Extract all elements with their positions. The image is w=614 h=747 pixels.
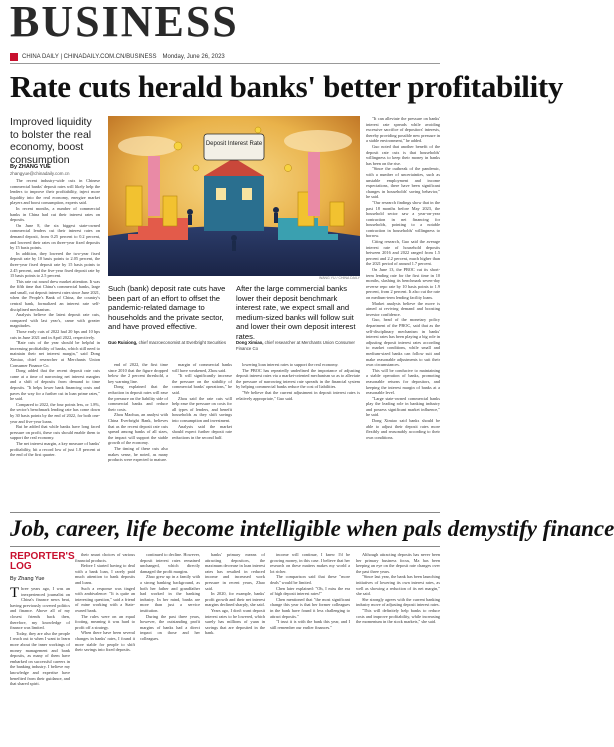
paragraph: Zhou Maohua, an analyst with China Everbright Bank, believes that as the recent deposit rate cuts spread among banks of all sizes, the impact will support the stable growth of the economy. [108, 412, 168, 446]
pull-quote-2: After the large commercial banks lower their deposit benchmark interest rate, we expect small and medium-sized banks will follow suit and lower their own deposit interest rates. [236, 284, 356, 341]
masthead-rule [10, 63, 440, 64]
masthead [0, 0, 450, 58]
illustration [108, 116, 360, 276]
paragraph: end of 2022, the first time since 2010 that the figure dropped below the 2 percent threshold, a key warning line. [108, 362, 168, 384]
second-column-6 [356, 552, 440, 742]
paragraph: Three years ago, I was an inexperienced journalist on China's finance news beat, having previously covered politics and finance. Above all of my closest friends back then, therefore, my knowledge of finance was limited. [10, 585, 70, 631]
story-column-5 [236, 362, 360, 508]
story-column-4 [172, 362, 232, 508]
second-column-5 [270, 552, 350, 742]
paragraph: Guo, head of the monetary policy department of the PBOC, said that as the self-disciplinary mechanism in banks' interest rates has been playing a big role in adjusting deposit interest rates according to market conditions, while small and medium-sized banks can follow suit and make reasonable adjustments to suit their own circumstances. [366, 317, 440, 368]
second-headline: Job, career, life become intelligible when pals demystify finance [10, 516, 614, 541]
story-byline: By ZHANG YUE [10, 164, 51, 170]
paragraph: Those early cuts of 2022 had 20 bps and 10 bps cuts in June 2021 and in April 2022, respectively. [10, 329, 100, 340]
paragraph: The net interest margin, a key measure of banks' profitability, hit a record low of just 1.8 percent at the end of the first quarter. [10, 440, 100, 458]
paragraph: their smart choices of various financial products. [75, 552, 135, 563]
pull-quote-2-attribution [236, 340, 360, 351]
pull-quote-1: Such (bank) deposit rate cuts have been part of an effort to offset the pandemic-related damage to households and the private sector, and have proved effective. [108, 284, 226, 331]
second-column-1 [10, 586, 70, 742]
main-headline: Rate cuts herald banks' better profitability [10, 69, 564, 104]
story-column-6 [366, 116, 440, 508]
paragraph: This will be conducive to maintaining a stable operation of banks, promoting reasonable returns for depositors, and keeping the interest margin of banks at a reasonable level. [366, 367, 440, 396]
second-column-3 [140, 552, 200, 742]
second-column-2 [75, 552, 135, 742]
paragraph: Analysts believe the latest deposit rate cuts, compared with last year's, came with greater magnitudes. [10, 312, 100, 329]
issue-date: Monday, June 26, 2023 [162, 54, 225, 60]
paragraph: Although attracting deposits has never been her primary business focus, Ma has been keeping an eye on the deposit rate changes over the past three years. [356, 552, 440, 574]
paragraph: In 2020, for example, banks' profit growth and their net interest margins declined sharply, she said. [205, 591, 265, 608]
paragraph: Market analysts believe the move is aimed at reviving demand and boosting investor confidence. [366, 300, 440, 317]
column-name: REPORTER'S LOG [10, 551, 75, 572]
paragraph: "Our research findings show that in the past 18 months before May 2023, the household sector saw a year-on-year contraction in net financing for households, pointing to a notable contraction in households' willingness to borrow. [366, 199, 440, 239]
paragraph: lowering loan interest rates to support the real economy. [242, 362, 339, 367]
paragraph: Chen later explained: "Oh, I miss the era of high deposit interest rates!" [270, 585, 350, 597]
paragraph: margin of commercial banks will have weakened, Zhou said. [172, 362, 232, 373]
paragraph: The PBOC has repeatedly underlined the importance of adjusting deposit interest rates via a market-oriented mechanism so as to alleviate the pressure of narrowing interest rate spreads in the financial system by helping commercial banks reduce the cost of liabilities. [236, 367, 360, 390]
paragraph: Dong explained that the reduction in deposit rates will ease the pressure on the liability side of commercial banks and reduce their costs. [108, 384, 168, 412]
paragraph: The recent industry-wide cuts in Chinese commercial banks' deposit rates will likely help the lenders to improve their profitability, inject more liquidity into the real economy, energize market players and boost consumption, experts said. [10, 178, 100, 206]
sign-line: Deposit Interest Rate [205, 141, 263, 147]
paragraph: In addition, they lowered the two-year fixed deposit rate by 10 basis points to 2.05 percent, the three-year fixed deposit rate by 15 basis points to 2.45 percent, and the five-year fixed deposit rate by 15 basis points to 2.5 percent. [10, 250, 100, 279]
paragraph: "Large state-owned commercial banks play the leading role in banking industry and possess significant market influence," he said. [366, 395, 440, 418]
image-credit: WANG YU / CHINA DAILY [319, 276, 360, 280]
paragraph: "I trust it is with the bank this year, and I still remember our earlier finances." [270, 619, 350, 630]
paragraph: Before I started having to deal with a bank loan, I rarely paid much attention to bank deposits and loans. [75, 563, 135, 585]
quote-name: Dong Ximiao, [236, 340, 264, 345]
paragraph: Dong added that the recent deposit rate cuts came at a time of narrowing net interest margins and a shift of deposits from demand to time deposits. "It helps lower bank financing costs and paves the way for a further cut in loan prime rates," he said. [10, 368, 100, 402]
paragraph: "We believe that the current adjustment in deposit interest rates is relatively appropriate," Guo said. [236, 389, 360, 401]
paragraph: Today, they are also the people I reach out to when I want to learn more about the inner workings of money management and bank deposits, as many of them have embarked on successful careers in the banking industry. I believe my knowledge and expertise have benefited from their guidance, and that shared spirit. [10, 630, 70, 687]
paragraph: Citing research, Guo said the average interest rate of household deposits between 2016 and 2022 ranged from 1.5 percent and 2.2 percent, much higher than the 2021 period of around 1.7 percent. [366, 239, 440, 267]
author-email[interactable]: zhangyue@chinadaily.com.cn [10, 171, 70, 176]
paragraph: She strongly agrees with the current banking industry move of adjusting deposit interest rates. [356, 596, 440, 608]
story-column-3 [108, 362, 168, 508]
quote-name: Guo Ruixiong, [108, 340, 138, 345]
story-deck: Improved liquidity to bolster the real economy, boost consumption [10, 116, 92, 166]
paragraph: When there have been several changes in banks' rates, I found it more stable for people to shift their savings into fixed deposits. [75, 630, 135, 653]
paragraph: "It will significantly increase the pressure on the stability of commercial banks' operations," he said. [172, 373, 232, 395]
section-divider [10, 546, 440, 547]
quote-title: chief researcher at Merchants Union Consumer Finance Co [236, 340, 355, 351]
pull-quote-1-attribution [108, 340, 232, 346]
paragraph: On June 13, the PBOC cut its short-term lending rate for the first time in 10 months, slashing its benchmark seven-day reverse repo rate by 10 basis points to 1.9 percent, from 2 percent. It also cut the rate on medium-term lending facility loans. [366, 267, 440, 300]
paragraph: Dong Ximiao said banks should be able to adjust their deposit rates more flexibly and reasonably according to their own conditions. [366, 418, 440, 440]
paragraph: Chen mentioned that "the most significant change this year is that her former colleagues in the bank have found it less challenging to attract deposits." [270, 596, 350, 619]
site-url[interactable]: CHINA DAILY | CHINADAILY.COM.CN/BUSINESS [22, 54, 157, 60]
masthead-strip [10, 52, 440, 62]
paragraph: income will continue, I knew I'd be growing money, in this case. I believe that her research on these matters makes my world a lot richer. [270, 552, 350, 574]
paragraph: "It can alleviate the pressure on banks' interest rate spreads while avoiding excessive sacrifice of depositors' interests, thereby providing possible new pressure in a stable environment," he added. [366, 116, 440, 144]
second-byline: By Zhang Yue [10, 576, 45, 582]
second-column-4 [205, 552, 265, 742]
paragraph: continued to decline. However, deposit interest rates remained unchanged, which directly damaged the profit margins. [140, 552, 200, 574]
paragraph: Compared to 2022, the four points less, or 1.8%, the sector's benchmark lending rate has come down by 30 basis points by the end of 2022, for both one-year and five-year loans. [10, 401, 100, 424]
section-divider [10, 512, 440, 513]
paragraph: The timing of these cuts also makes sense, he noted, as many products were expected to mature. [108, 445, 168, 463]
paragraph: "Since last year, the bank has been launching initiatives of lowering its own interest rates, as well as showing a reduction of its net margin," she said. [356, 574, 440, 597]
story-column-1 [10, 178, 100, 508]
paragraph: In recent months, a number of commercial banks in China had cut their interest rates on deposits. [10, 205, 100, 223]
paragraph: Years ago, I don't want deposit interest rates to be lowered, which surely has millions of yuan in savings that are deposited in the bank. [205, 607, 265, 636]
paragraph: Analysts said the market should expect further deposit rate reductions in the second half. [172, 423, 232, 440]
deposit-illustration [108, 116, 360, 276]
drop-cap: T [10, 585, 20, 601]
paragraph: But he added that while banks have long faced pressure on profit, these cuts should enable them to support the real economy. [10, 424, 100, 441]
paragraph: Zhou said the rate cuts will help ease the pressure on costs for all types of lenders, and benefit households as they shift savings into consumption and investment. [172, 395, 232, 423]
paragraph: Such a response was tinged with ambivalence: "It is quite an interesting question," said a friend of mine working with a State-owned bank. [75, 585, 135, 613]
quote-title: chief macroeconomist at Everbright Securities [138, 340, 226, 345]
brand-square-icon [10, 53, 18, 61]
sign-text [206, 141, 263, 147]
section-title: BUSINESS [10, 0, 239, 46]
paragraph: "Rate cuts of the year should be helpful in increasing profitability of banks, which still need to maintain their net interest margin," said Dong Ximiao, chief researcher at Merchants Union Consumer Finance Co. [10, 340, 100, 368]
paragraph: The rules were on an equal footing, meaning it was hard to profit off a strategy. [75, 613, 135, 630]
paragraph: "This will definitely help banks to reduce costs and improve profitability, while increasing the momentum in the stock markets," she said. [356, 607, 440, 625]
paragraph: The comparison said that these "more deals" would be limited. [270, 574, 350, 585]
paragraph: Zhao grew up in a family with a strong banking background, as both her father and grandfather had worked in the banking industry. In her mind, banks are more than just a service institution. [140, 574, 200, 613]
paragraph: This rate cut round drew market attention. It was the fifth time that China's commercial banks, large and small, cut deposit interest rates since June 2021, when the People's Bank of China, the country's central bank, formalized an interest rate self-disciplined mechanism. [10, 278, 100, 312]
paragraph: On June 8, the six biggest state-owned commercial lenders cut their interest rates on demand deposit, from 0.25 percent to 0.2 percent, and lowered their rates on three-year fixed deposits by 15 basis points. [10, 222, 100, 251]
paragraph: banks' primary means of attracting depositors, the maximum decrease in loan interest rates has resulted in reduced income and increased work pressure in recent years, Zhao said. [205, 552, 265, 591]
paragraph: During the past three years, however, the outstanding profit margins of banks had a direct impact on those and her colleagues. [140, 613, 200, 641]
paragraph: "Since the outbreak of the pandemic, with a number of uncertainties, such as unstable employment and income expectations, there have been significant changes in households' saving behavior," he said. [366, 166, 440, 200]
paragraph: Guo noted that another benefit of the deposit rate cuts is that households' willingness to keep their money in banks has been on the rise. [366, 143, 440, 166]
